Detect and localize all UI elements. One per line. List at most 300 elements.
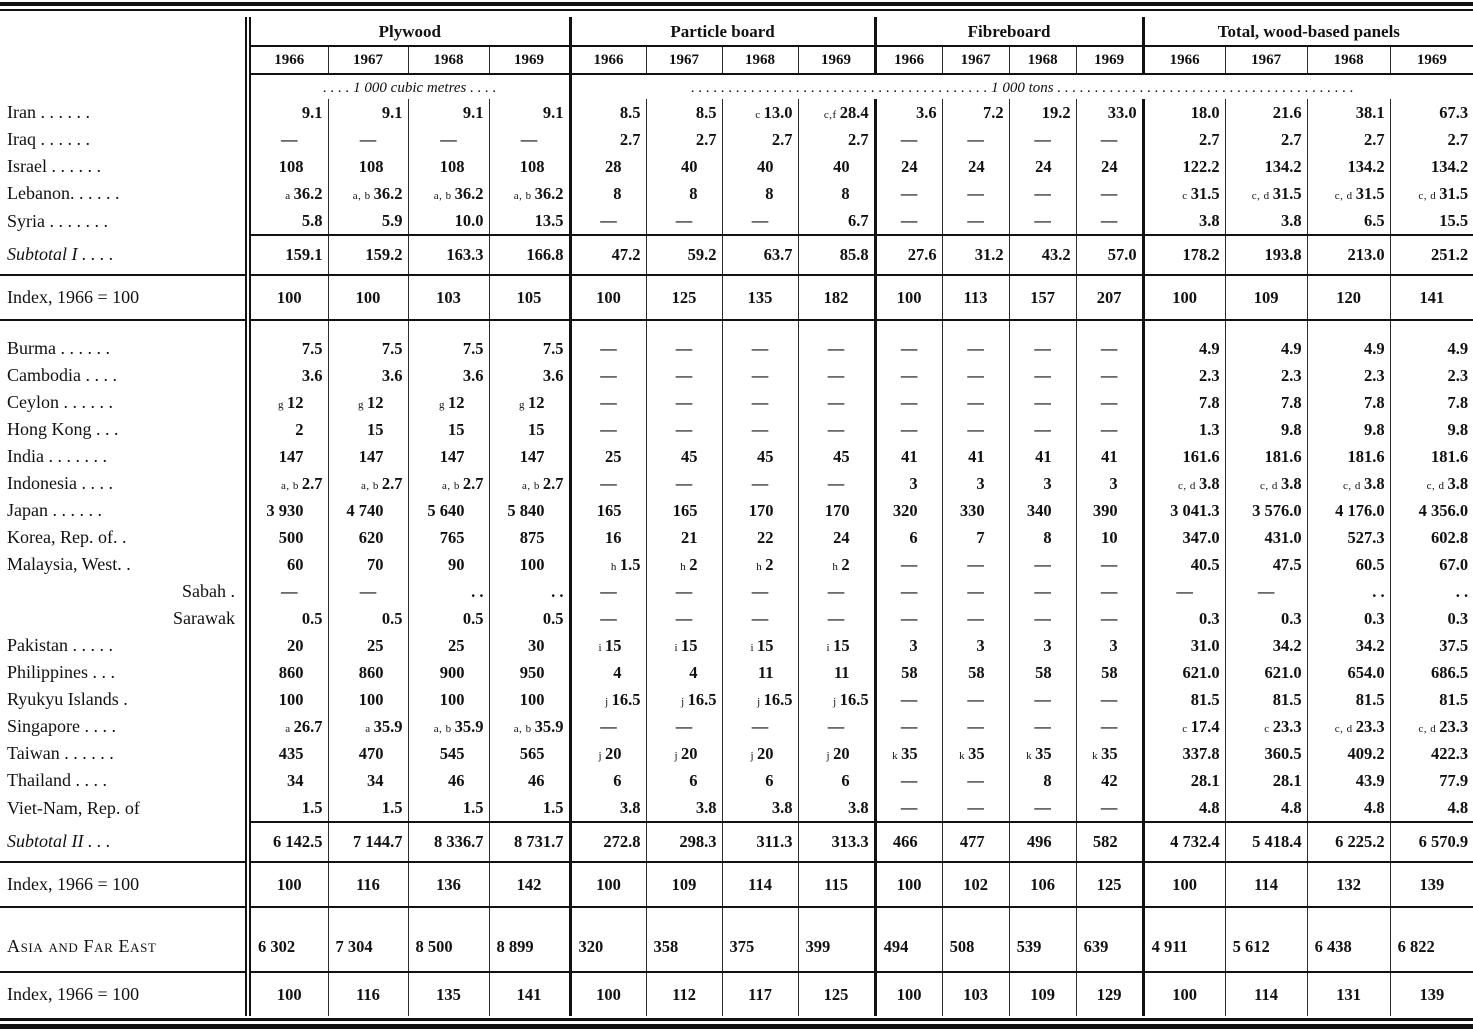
data-cell: —	[1009, 794, 1076, 822]
data-cell: 5 840	[489, 497, 570, 524]
data-cell: 0.3	[1307, 605, 1390, 632]
table-row	[0, 972, 1473, 1016]
data-cell: 620	[328, 524, 408, 551]
data-cell: —	[1009, 389, 1076, 416]
data-cell: 4	[570, 659, 646, 686]
data-cell: 24	[1076, 153, 1143, 180]
table-row	[0, 713, 1473, 740]
data-cell: 41	[942, 443, 1009, 470]
table-row	[0, 524, 1473, 551]
data-cell: —	[942, 416, 1009, 443]
data-cell: 24	[942, 153, 1009, 180]
spacer-cell	[328, 320, 408, 335]
data-cell: —	[1009, 416, 1076, 443]
spacer-cell	[1390, 320, 1473, 335]
data-cell: 8.5	[646, 99, 722, 126]
data-cell: 422.3	[1390, 740, 1473, 767]
data-cell: 114	[722, 862, 798, 907]
data-cell: k 35	[875, 740, 942, 767]
data-cell: 2.3	[1143, 362, 1225, 389]
data-cell: 496	[1009, 822, 1076, 862]
group-header-row	[0, 17, 1473, 46]
data-cell: c 31.5	[1143, 180, 1225, 207]
data-cell: —	[1009, 180, 1076, 207]
data-cell: 0.5	[248, 605, 328, 632]
data-cell: 298.3	[646, 822, 722, 862]
data-cell: 9.1	[328, 99, 408, 126]
data-cell: 7 304	[328, 922, 408, 972]
data-cell: 28.1	[1225, 767, 1307, 794]
data-cell: 6 570.9	[1390, 822, 1473, 862]
row-label: Index, 1966 = 100	[0, 862, 248, 907]
data-cell: 6.7	[798, 207, 875, 235]
data-cell: h 2	[798, 551, 875, 578]
data-cell: —	[875, 605, 942, 632]
data-cell: 251.2	[1390, 235, 1473, 275]
data-cell: 4.9	[1307, 335, 1390, 362]
table-row	[0, 862, 1473, 907]
data-cell: 24	[875, 153, 942, 180]
data-cell: 3	[875, 632, 942, 659]
data-cell: —	[570, 713, 646, 740]
data-cell: —	[875, 416, 942, 443]
data-cell: 112	[646, 972, 722, 1016]
footnote-marker: k	[959, 749, 966, 762]
table-row	[0, 605, 1473, 632]
data-cell: 45	[646, 443, 722, 470]
data-cell: 125	[1076, 862, 1143, 907]
year-header: 1968	[722, 46, 798, 74]
units-stub	[0, 74, 248, 99]
data-cell: 8 500	[408, 922, 489, 972]
data-cell: —	[1076, 389, 1143, 416]
table-row	[0, 126, 1473, 153]
data-cell: —	[875, 335, 942, 362]
data-cell: —	[875, 551, 942, 578]
data-cell: a, b 2.7	[489, 470, 570, 497]
data-cell: 15	[489, 416, 570, 443]
row-label: Viet-Nam, Rep. of	[7, 797, 140, 818]
data-cell: —	[570, 362, 646, 389]
data-cell: 4	[646, 659, 722, 686]
data-cell: 30	[489, 632, 570, 659]
data-cell: g 12	[328, 389, 408, 416]
data-cell: —	[1009, 362, 1076, 389]
data-cell: 2	[248, 416, 328, 443]
data-cell: 5 612	[1225, 922, 1307, 972]
data-cell: 163.3	[408, 235, 489, 275]
data-cell: 114	[1225, 862, 1307, 907]
top-double-rule	[0, 2, 1473, 11]
data-cell: 7.2	[942, 99, 1009, 126]
data-cell: —	[1225, 578, 1307, 605]
data-cell: 108	[248, 153, 328, 180]
data-cell: 139	[1390, 972, 1473, 1016]
spacer-cell	[570, 320, 646, 335]
data-cell: 6	[570, 767, 646, 794]
data-cell: 3	[1076, 632, 1143, 659]
data-cell: 654.0	[1307, 659, 1390, 686]
footnote-marker: i	[674, 641, 679, 654]
footnote-marker: g	[439, 398, 445, 411]
data-cell: j 16.5	[570, 686, 646, 713]
footnote-marker: a, b	[433, 189, 452, 202]
data-cell: —	[248, 578, 328, 605]
data-cell: 28.1	[1143, 767, 1225, 794]
data-cell: —	[875, 180, 942, 207]
bottom-double-rule	[0, 1018, 1473, 1029]
spacer-cell	[875, 907, 942, 922]
data-cell: c, d 31.5	[1390, 180, 1473, 207]
data-cell: a 26.7	[248, 713, 328, 740]
data-cell: —	[1076, 335, 1143, 362]
data-cell: 24	[1009, 153, 1076, 180]
data-cell: 116	[328, 972, 408, 1016]
data-cell: 9.1	[408, 99, 489, 126]
spacer-cell	[408, 907, 489, 922]
row-label: Iran . . . . . .	[7, 102, 90, 122]
data-cell: 3 041.3	[1143, 497, 1225, 524]
data-cell: 875	[489, 524, 570, 551]
year-header: 1967	[1225, 46, 1307, 74]
data-cell: 58	[1009, 659, 1076, 686]
data-cell: —	[942, 126, 1009, 153]
data-cell: 207	[1076, 275, 1143, 320]
data-cell: 15	[328, 416, 408, 443]
data-cell: 109	[1009, 972, 1076, 1016]
data-cell: 3	[942, 632, 1009, 659]
row-label: Asia and Far East	[0, 922, 248, 972]
data-cell: —	[1076, 180, 1143, 207]
data-cell: 58	[1076, 659, 1143, 686]
data-cell: 100	[570, 862, 646, 907]
year-header: 1969	[1076, 46, 1143, 74]
data-cell: 102	[942, 862, 1009, 907]
data-cell: 34	[328, 767, 408, 794]
data-cell: 477	[942, 822, 1009, 862]
data-cell: 4.9	[1143, 335, 1225, 362]
data-cell: —	[942, 767, 1009, 794]
wood-based-panels-production-table	[0, 17, 1473, 1016]
data-cell: i 15	[570, 632, 646, 659]
data-cell: 40	[722, 153, 798, 180]
data-cell: 1.3	[1143, 416, 1225, 443]
footnote-marker: h	[610, 560, 617, 573]
data-cell: 100	[570, 275, 646, 320]
data-cell: j 20	[570, 740, 646, 767]
data-cell: —	[646, 713, 722, 740]
data-cell: 7 144.7	[328, 822, 408, 862]
data-cell: 435	[248, 740, 328, 767]
data-cell: —	[722, 713, 798, 740]
data-cell: —	[1076, 551, 1143, 578]
data-cell: c 23.3	[1225, 713, 1307, 740]
data-cell: —	[798, 389, 875, 416]
footnote-marker: c	[755, 108, 761, 121]
row-label: Malaysia, West. .	[7, 554, 131, 574]
data-cell: 147	[408, 443, 489, 470]
data-cell: 181.6	[1307, 443, 1390, 470]
data-cell: —	[1009, 578, 1076, 605]
data-cell: i 15	[646, 632, 722, 659]
footnote-marker: a, b	[280, 479, 299, 492]
footnote-marker: a, b	[441, 479, 460, 492]
data-cell: 0.5	[328, 605, 408, 632]
data-cell: 42	[1076, 767, 1143, 794]
data-cell: a, b 36.2	[489, 180, 570, 207]
data-cell: 7.5	[489, 335, 570, 362]
data-cell: 67.3	[1390, 99, 1473, 126]
table-row	[0, 578, 1473, 605]
data-cell: 0.5	[408, 605, 489, 632]
data-cell: 136	[408, 862, 489, 907]
data-cell: 4.9	[1225, 335, 1307, 362]
data-cell: —	[942, 180, 1009, 207]
data-cell: 45	[798, 443, 875, 470]
year-header: 1967	[942, 46, 1009, 74]
data-cell: 3.8	[1225, 207, 1307, 235]
row-label: Indonesia . . . .	[7, 473, 113, 493]
footnote-marker: a, b	[513, 189, 532, 202]
data-cell: 6 822	[1390, 922, 1473, 972]
data-cell: 81.5	[1143, 686, 1225, 713]
data-cell: 181.6	[1225, 443, 1307, 470]
data-cell: 147	[489, 443, 570, 470]
row-label: Singapore . . . .	[7, 716, 116, 736]
data-cell: 135	[408, 972, 489, 1016]
data-cell: —	[798, 605, 875, 632]
table-row	[0, 632, 1473, 659]
data-cell: 2.7	[570, 126, 646, 153]
footnote-marker: a, b	[360, 479, 379, 492]
data-cell: 134.2	[1390, 153, 1473, 180]
data-cell: 2.7	[1225, 126, 1307, 153]
data-cell: 7.5	[328, 335, 408, 362]
table-row	[0, 99, 1473, 126]
footnote-marker: a, b	[433, 722, 452, 735]
data-cell: 9.1	[248, 99, 328, 126]
data-cell: 3	[875, 470, 942, 497]
data-cell: 3.8	[798, 794, 875, 822]
table-row	[0, 470, 1473, 497]
data-cell: 165	[570, 497, 646, 524]
data-cell: g 12	[489, 389, 570, 416]
data-cell: 40.5	[1143, 551, 1225, 578]
data-cell: 6	[798, 767, 875, 794]
data-cell: —	[875, 389, 942, 416]
spacer-cell	[798, 320, 875, 335]
row-label: Hong Kong . . .	[7, 419, 119, 439]
data-cell: a 36.2	[248, 180, 328, 207]
data-cell: 159.2	[328, 235, 408, 275]
row-label: Philippines . . .	[7, 662, 116, 682]
units-label-tons: . . . . . . . . . . . . . . . . . . . . . . . . . . . . . . . . . . . . . . . . 1 000 tons . . . . . . . . . . . . . . . . . . . . . . . . . . . . . . . . . . . . . . . .	[570, 74, 1473, 99]
data-cell: 100	[408, 686, 489, 713]
data-cell: 132	[1307, 862, 1390, 907]
data-cell: —	[489, 126, 570, 153]
spacer-cell	[646, 320, 722, 335]
data-cell: 38.1	[1307, 99, 1390, 126]
units-row	[0, 74, 1473, 99]
data-cell: 4.9	[1390, 335, 1473, 362]
data-cell: 7.5	[408, 335, 489, 362]
spacer-cell	[1225, 320, 1307, 335]
data-cell: 100	[1143, 275, 1225, 320]
footnote-marker: a	[365, 722, 371, 735]
data-cell: —	[570, 578, 646, 605]
data-cell: 765	[408, 524, 489, 551]
data-cell: g 12	[408, 389, 489, 416]
footnote-marker: j	[598, 749, 603, 762]
row-label: Index, 1966 = 100	[7, 984, 140, 1004]
footnote-marker: a, b	[513, 722, 532, 735]
footnote-marker: i	[598, 641, 603, 654]
data-cell: —	[1009, 207, 1076, 235]
data-cell: 2.7	[722, 126, 798, 153]
data-cell: 470	[328, 740, 408, 767]
data-cell: . .	[1307, 578, 1390, 605]
footnote-marker: h	[756, 560, 763, 573]
data-cell: —	[646, 578, 722, 605]
data-cell: 46	[489, 767, 570, 794]
data-cell: j 16.5	[646, 686, 722, 713]
data-cell: 9.1	[489, 99, 570, 126]
row-label: Pakistan . . . . .	[7, 635, 113, 655]
data-cell: 67.0	[1390, 551, 1473, 578]
data-cell: . .	[408, 578, 489, 605]
data-cell: —	[646, 207, 722, 235]
data-cell: 100	[489, 686, 570, 713]
data-cell: —	[942, 794, 1009, 822]
data-cell: —	[875, 578, 942, 605]
footnote-marker: j	[605, 695, 609, 708]
data-cell: 40	[646, 153, 722, 180]
data-cell: h 2	[646, 551, 722, 578]
row-label: Subtotal I . . . .	[0, 235, 248, 275]
table-row	[0, 235, 1473, 275]
data-cell: 508	[942, 922, 1009, 972]
table-row	[0, 659, 1473, 686]
data-cell: 47.5	[1225, 551, 1307, 578]
data-cell: 950	[489, 659, 570, 686]
data-cell: —	[408, 126, 489, 153]
data-cell: 3	[1076, 470, 1143, 497]
data-cell: 109	[1225, 275, 1307, 320]
data-cell: 81.5	[1390, 686, 1473, 713]
column-group-header: Fibreboard	[875, 17, 1143, 46]
footnote-marker: j	[833, 695, 837, 708]
spacer-cell	[489, 320, 570, 335]
data-cell: 131	[1307, 972, 1390, 1016]
data-cell: a, b 35.9	[489, 713, 570, 740]
row-label: India . . . . . . .	[7, 446, 107, 466]
data-cell: 409.2	[1307, 740, 1390, 767]
data-cell: 142	[489, 862, 570, 907]
data-cell: 58	[875, 659, 942, 686]
row-label: Sabah .	[182, 581, 235, 601]
data-cell: 7.8	[1225, 389, 1307, 416]
data-cell: —	[1076, 605, 1143, 632]
footnote-marker: c, d	[1251, 189, 1270, 202]
data-cell: 100	[248, 862, 328, 907]
data-cell: 500	[248, 524, 328, 551]
data-cell: j 20	[722, 740, 798, 767]
data-cell: —	[646, 605, 722, 632]
data-cell: —	[798, 470, 875, 497]
data-cell: 90	[408, 551, 489, 578]
data-cell: k 35	[1076, 740, 1143, 767]
data-cell: 34.2	[1225, 632, 1307, 659]
data-cell: 3.8	[570, 794, 646, 822]
data-cell: 57.0	[1076, 235, 1143, 275]
data-cell: i 15	[798, 632, 875, 659]
row-label: Subtotal II . . .	[0, 822, 248, 862]
data-cell: 1.5	[248, 794, 328, 822]
data-cell: 272.8	[570, 822, 646, 862]
data-cell: 3.8	[722, 794, 798, 822]
data-cell: 34.2	[1307, 632, 1390, 659]
data-cell: a, b 35.9	[408, 713, 489, 740]
data-cell: 0.5	[489, 605, 570, 632]
data-cell: a, b 2.7	[408, 470, 489, 497]
data-cell: 25	[408, 632, 489, 659]
data-cell: 117	[722, 972, 798, 1016]
table-body	[0, 99, 1473, 1016]
row-label: Taiwan . . . . . .	[7, 743, 114, 763]
data-cell: 41	[875, 443, 942, 470]
data-cell: 19.2	[1009, 99, 1076, 126]
row-label: Japan . . . . . .	[7, 500, 102, 520]
data-cell: 375	[722, 922, 798, 972]
data-cell: 108	[328, 153, 408, 180]
data-cell: —	[248, 126, 328, 153]
data-cell: 582	[1076, 822, 1143, 862]
spacer-cell	[248, 320, 328, 335]
data-cell: h 1.5	[570, 551, 646, 578]
data-cell: —	[328, 126, 408, 153]
data-cell: —	[646, 335, 722, 362]
data-cell: a, b 2.7	[248, 470, 328, 497]
year-header: 1967	[646, 46, 722, 74]
footnote-marker: a	[285, 722, 291, 735]
data-cell: 3.6	[489, 362, 570, 389]
table-header	[0, 17, 1473, 99]
data-cell: —	[798, 713, 875, 740]
year-header: 1969	[1390, 46, 1473, 74]
row-label	[0, 320, 248, 335]
data-cell: . .	[489, 578, 570, 605]
spacer-cell	[942, 320, 1009, 335]
footnote-marker: c, d	[1343, 479, 1361, 492]
data-cell: 3 930	[248, 497, 328, 524]
data-cell: 3.8	[646, 794, 722, 822]
column-group-header: Total, wood-based panels	[1143, 17, 1473, 46]
data-cell: —	[328, 578, 408, 605]
footnote-marker: k	[1092, 749, 1099, 762]
footnote-marker: c	[1182, 722, 1188, 735]
data-cell: 85.8	[798, 235, 875, 275]
data-cell: 900	[408, 659, 489, 686]
data-cell: 360.5	[1225, 740, 1307, 767]
data-cell: 340	[1009, 497, 1076, 524]
data-cell: —	[1076, 686, 1143, 713]
data-cell: 8	[646, 180, 722, 207]
data-cell: g 12	[248, 389, 328, 416]
data-cell: 100	[489, 551, 570, 578]
data-cell: —	[942, 207, 1009, 235]
data-cell: 45	[722, 443, 798, 470]
data-cell: 106	[1009, 862, 1076, 907]
